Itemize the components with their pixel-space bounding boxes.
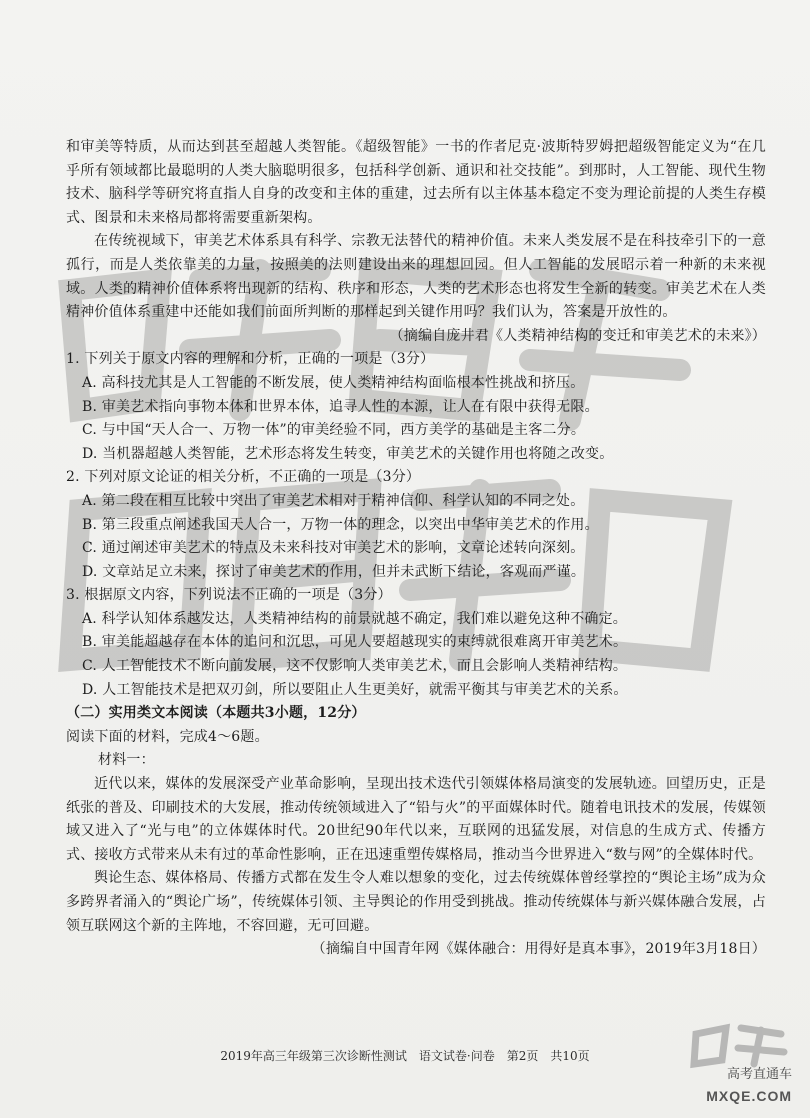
question-2-stem: 2. 下列对原文论证的相关分析，不正确的一项是（3分）: [66, 469, 421, 486]
question-1-stem: 1. 下列关于原文内容的理解和分析，正确的一项是（3分）: [66, 351, 435, 368]
question-2-option-a: A. 第二段在相互比较中突出了审美艺术相对于精神信仰、科学认知的不同之处。: [82, 492, 585, 509]
material-paragraph: 近代以来，媒体的发展深受产业革命影响，呈现出技术迭代引领媒体格局演变的发展轨迹。回望历史，正是纸张的普及、印刷技术的大发展，推动传统领域进入了“铅与火”的平面媒体时代。随着电讯技术的发展，传媒领域又进入了“光与电”的立体媒体时代。20世纪90年代以来，互联网的迅猛发展，对信息的生成方式、传播方式、接收方式带来从未有过的革命性影响，正在迅速重塑传媒格局，推动当今世界进入“数与网”的全媒体时代。: [66, 776, 766, 863]
question-1-option-c: C. 与中国“天人合一、万物一体”的审美经验不同，西方美学的基础是主客二分。: [82, 422, 586, 439]
page-content: [66, 136, 766, 962]
question-1-option-a: A. 高科技尤其是人工智能的不断发展，使人类精神结构面临根本性挑战和挤压。: [82, 374, 585, 391]
watermark-brand: 高考直通车: [726, 1066, 792, 1081]
question-2-option-d: D. 文章站足立未来，探讨了审美艺术的作用，但并未武断下结论，客观而严谨。: [82, 563, 586, 580]
question-3-stem: 3. 根据原文内容，下列说法不正确的一项是（3分）: [66, 587, 392, 604]
material-source: （摘编自中国青年网《媒体融合：用得好是真本事》，2019年3月18日）: [311, 941, 766, 958]
question-3-option-c: C. 人工智能技术不断向前发展，这不仅影响人类审美艺术，而且会影响人类精神结构。: [82, 658, 628, 675]
section-heading: （二）实用类文本阅读（本题共3小题，12分）: [66, 705, 366, 722]
page-footer: 2019年高三年级第三次诊断性测试 语文试卷·问卷 第2页 共10页: [220, 1049, 590, 1063]
passage-source: （摘编自庞井君《人类精神结构的变迁和审美艺术的未来》）: [389, 327, 766, 344]
question-1-option-b: B. 审美艺术指向事物本体和世界本体，追寻人性的本源，让人在有限中获得无限。: [82, 398, 599, 415]
question-3-option-b: B. 审美能超越存在本体的追问和沉思，可见人要超越现实的束缚就很难离开审美艺术。: [82, 634, 628, 651]
watermark-url: MXQE.COM: [706, 1088, 792, 1104]
question-3-option-d: D. 人工智能技术是把双刃剑，所以要阻止人生更美好，就需平衡其与审美艺术的关系。: [82, 681, 628, 698]
passage-paragraph: 在传统视域下，审美艺术体系具有科学、宗教无法替代的精神价值。未来人类发展不是在科技牵引下的一意孤行，而是人类依靠美的力量，按照美的法则建设出来的理想回园。但人工智能的发展昭示着一种新的未来视域。人类的精神价值体系将出现新的结构、秩序和形态，人类的艺术形态也将发生全新的转变。审美艺术在人类精神价值体系重建中还能如我们前面所判断的那样起到关键作用吗？我们认为，答案是开放性的。: [66, 233, 766, 321]
material-paragraph: 舆论生态、媒体格局、传播方式都在发生令人难以想象的变化，过去传统媒体曾经掌控的“舆论主场”成为众多跨界者涌入的“舆论广场”，传统媒体引领、主导舆论的作用受到挑战。推动传统媒体与新兴媒体融合发展，占领互联网这个新的主阵地，不容回避，无可回避。: [66, 870, 766, 934]
material-label: 材料一：: [98, 752, 155, 769]
section-instruction: 阅读下面的材料，完成4～6题。: [66, 728, 269, 745]
question-1-option-d: D. 当机器超越人类智能，艺术形态将发生转变，审美艺术的关键作用也将随之改变。: [82, 445, 614, 462]
question-2-option-b: B. 第三段重点阐述我国天人合一，万物一体的理念，以突出中华审美艺术的作用。: [82, 516, 599, 533]
question-3-option-a: A. 科学认知体系越发达，人类精神结构的前景就越不确定，我们难以避免这种不确定。: [82, 610, 628, 627]
question-2-option-c: C. 通过阐述审美艺术的特点及未来科技对审美艺术的影响，文章论述转向深刻。: [82, 540, 585, 557]
passage-paragraph: 和审美等特质，从而达到甚至超越人类智能。《超级智能》一书的作者尼克·波斯特罗姆把超级智能定义为“在几乎所有领域都比最聪明的人类大脑聪明很多，包括科学创新、通识和社交技能”。到那时，人工智能、现代生物技术、脑科学等研究将直指人自身的改变和主体的重建，过去所有以主体基本稳定不变为理论前提的人类生存模式、图景和未来格局都将需要重新架构。: [66, 139, 766, 226]
